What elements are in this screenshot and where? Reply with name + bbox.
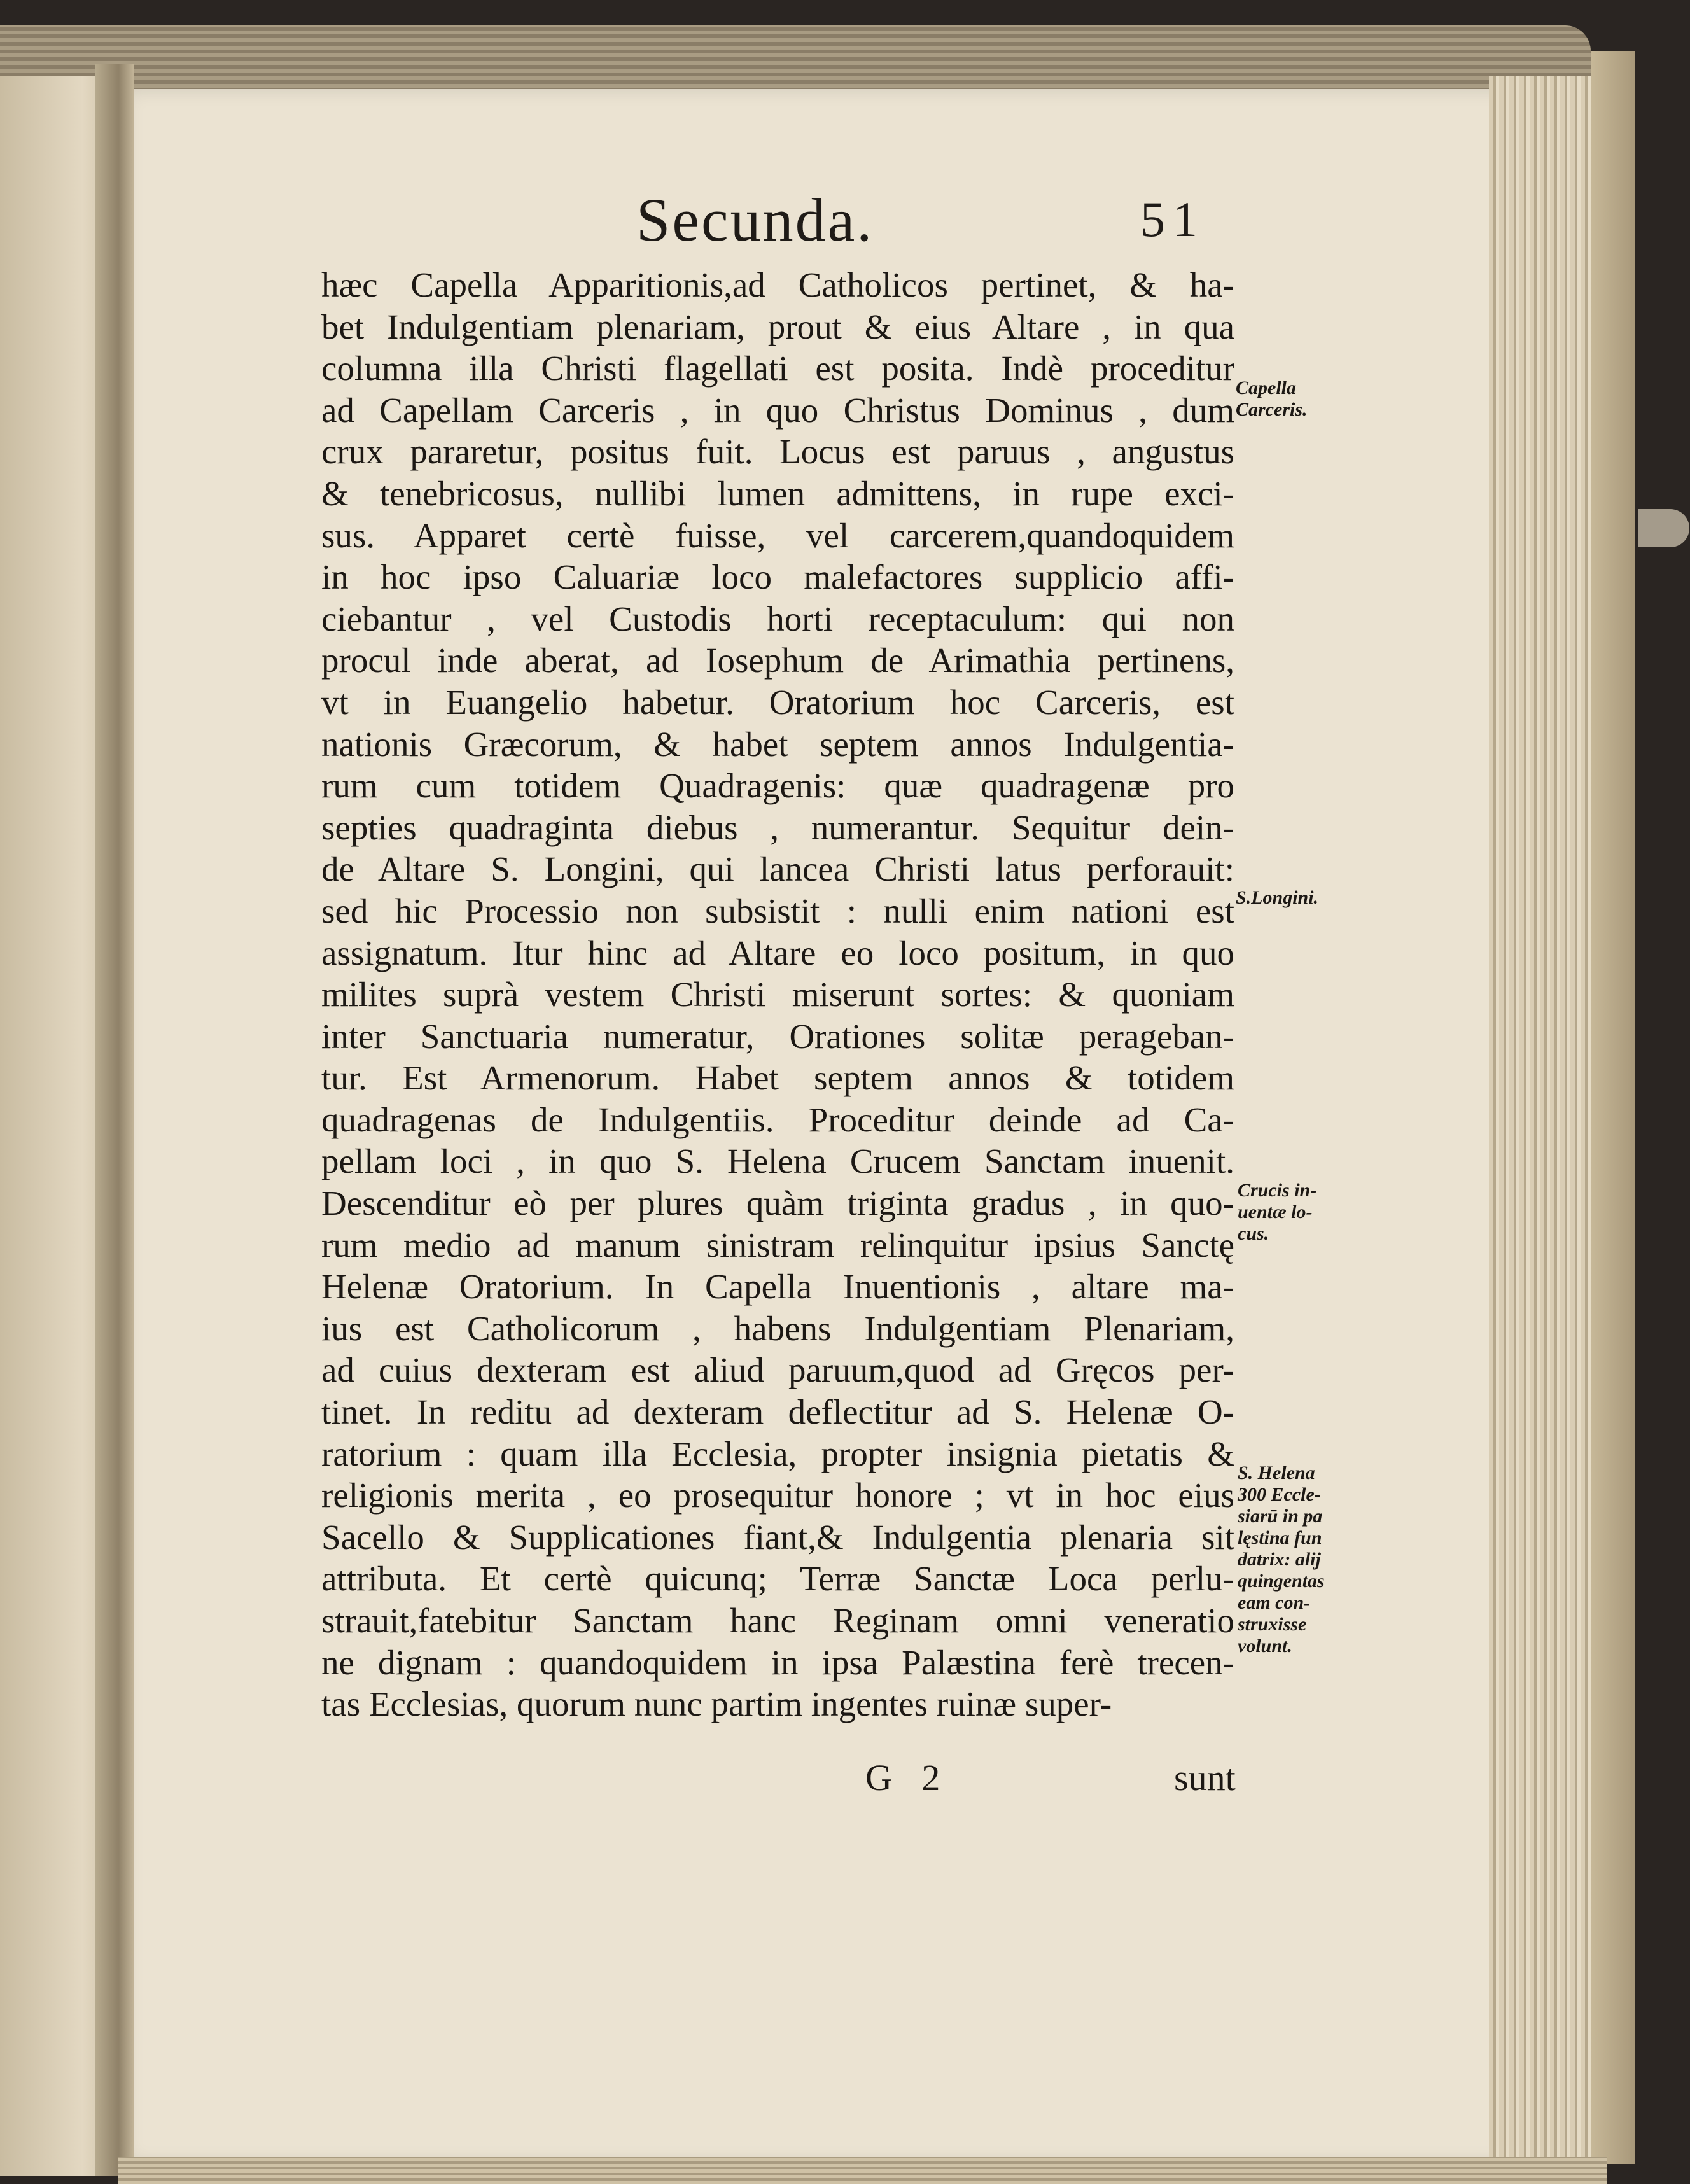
text-line: hæc Capella Apparitionis,ad Catholicos pertinet, & ha- — [321, 265, 1234, 304]
text-line: tur. Est Armenorum. Habet septem annos & totidem — [321, 1058, 1234, 1098]
body-text — [321, 264, 1234, 1725]
text-line: nationis Græcorum, & habet septem annos Indulgentia- — [321, 724, 1234, 764]
text-line: strauit,fatebitur Sanctam hanc Reginam omni veneratio — [321, 1601, 1234, 1640]
text-line: ius est Catholicorum , habens Indulgentiam Plenariam, — [321, 1308, 1234, 1348]
text-line: ad cuius dexteram est aliud paruum,quod ad Gręcos per- — [321, 1350, 1234, 1390]
gutter — [95, 64, 134, 2176]
text-line: ne dignam : quandoquidem in ipsa Palæstina ferè trecen- — [321, 1642, 1234, 1682]
text-line: columna illa Christi flagellati est posita. Indè proceditur — [321, 349, 1234, 388]
text-line: Descenditur eò per plures quàm triginta gradus , in quo- — [321, 1184, 1234, 1223]
bookmark-ribbon — [1638, 509, 1689, 547]
text-line: pellam loci , in quo S. Helena Crucem Sanctam inuenit. — [321, 1142, 1234, 1181]
text-line: rum medio ad manum sinistram relinquitur ipsius Sanctę — [321, 1225, 1234, 1264]
text-line: attributa. Et certè quicunq; Terræ Sanctæ Loca perlu- — [321, 1559, 1234, 1599]
text-line: in hoc ipso Caluariæ loco malefactores supplicio affi- — [321, 557, 1234, 597]
text-line: Helenæ Oratorium. In Capella Inuentionis , altare ma- — [321, 1267, 1234, 1306]
text-line: milites suprà vestem Christi miserunt sortes: & quoniam — [321, 975, 1234, 1014]
text-line: assignatum. Itur hinc ad Altare eo loco positum, in quo — [321, 933, 1234, 972]
text-line: inter Sanctuaria numeratur, Orationes solitæ perageban- — [321, 1016, 1234, 1056]
fore-edge-leaves — [1489, 76, 1603, 2170]
marginal-note-crucis-inuentae: Crucis in- uentæ lo- cus. — [1238, 1180, 1317, 1244]
bottom-edge-leaves — [118, 2157, 1607, 2184]
text-line: ratorium : quam illa Ecclesia, propter insignia pietatis & — [321, 1434, 1234, 1473]
text-line: quadragenas de Indulgentiis. Proceditur deinde ad Ca- — [321, 1100, 1234, 1139]
text-line: tas Ecclesias, quorum nunc partim ingentes ruinæ super- — [321, 1684, 1112, 1724]
signature-mark: G 2 — [865, 1757, 951, 1798]
marginal-note-s-helena: S. Helena 300 Eccle- siarū in pa lęstina fun datrix: alij quingentas eam con- struxisse volunt. — [1238, 1462, 1325, 1656]
catchword: sunt — [1174, 1757, 1236, 1798]
text-line: septies quadraginta diebus , numerantur. Sequitur dein- — [321, 808, 1234, 847]
text-line: sed hic Processio non subsistit : nulli enim nationi est — [321, 891, 1234, 930]
marginal-note-capella-carceris: Capella Carceris. — [1236, 377, 1308, 420]
text-line: bet Indulgentiam plenariam, prout & eius Altare , in qua — [321, 307, 1234, 346]
running-title: Secunda. — [636, 186, 874, 254]
text-line: de Altare S. Longini, qui lancea Christi latus perforauit: — [321, 850, 1234, 889]
text-line: religionis merita , eo prosequitur honore ; vt in hoc eius — [321, 1476, 1234, 1515]
text-line: sus. Apparet certè fuisse, vel carcerem,quandoquidem — [321, 515, 1234, 555]
text-line: rum cum totidem Quadragenis: quæ quadragenæ pro — [321, 766, 1234, 806]
text-line: vt in Euangelio habetur. Oratorium hoc Carceris, est — [321, 682, 1234, 722]
text-line: ciebantur , vel Custodis horti receptaculum: qui non — [321, 599, 1234, 638]
text-line: Sacello & Supplicationes fiant,& Indulgentia plenaria sit — [321, 1517, 1234, 1557]
cover-edge — [1591, 51, 1635, 2164]
text-line: ad Capellam Carceris , in quo Christus Dominus , dum — [321, 390, 1234, 430]
page-number: 51 — [1140, 192, 1205, 247]
text-line: & tenebricosus, nullibi lumen admittens, in rupe exci- — [321, 473, 1234, 513]
marginal-note-s-longini: S.Longini. — [1236, 887, 1319, 908]
text-line: tinet. In reditu ad dexteram deflectitur ad S. Helenæ O- — [321, 1392, 1234, 1432]
text-line: crux pararetur, positus fuit. Locus est paruus , angustus — [321, 432, 1234, 472]
text-line: procul inde aberat, ad Iosephum de Arimathia pertinens, — [321, 641, 1234, 680]
